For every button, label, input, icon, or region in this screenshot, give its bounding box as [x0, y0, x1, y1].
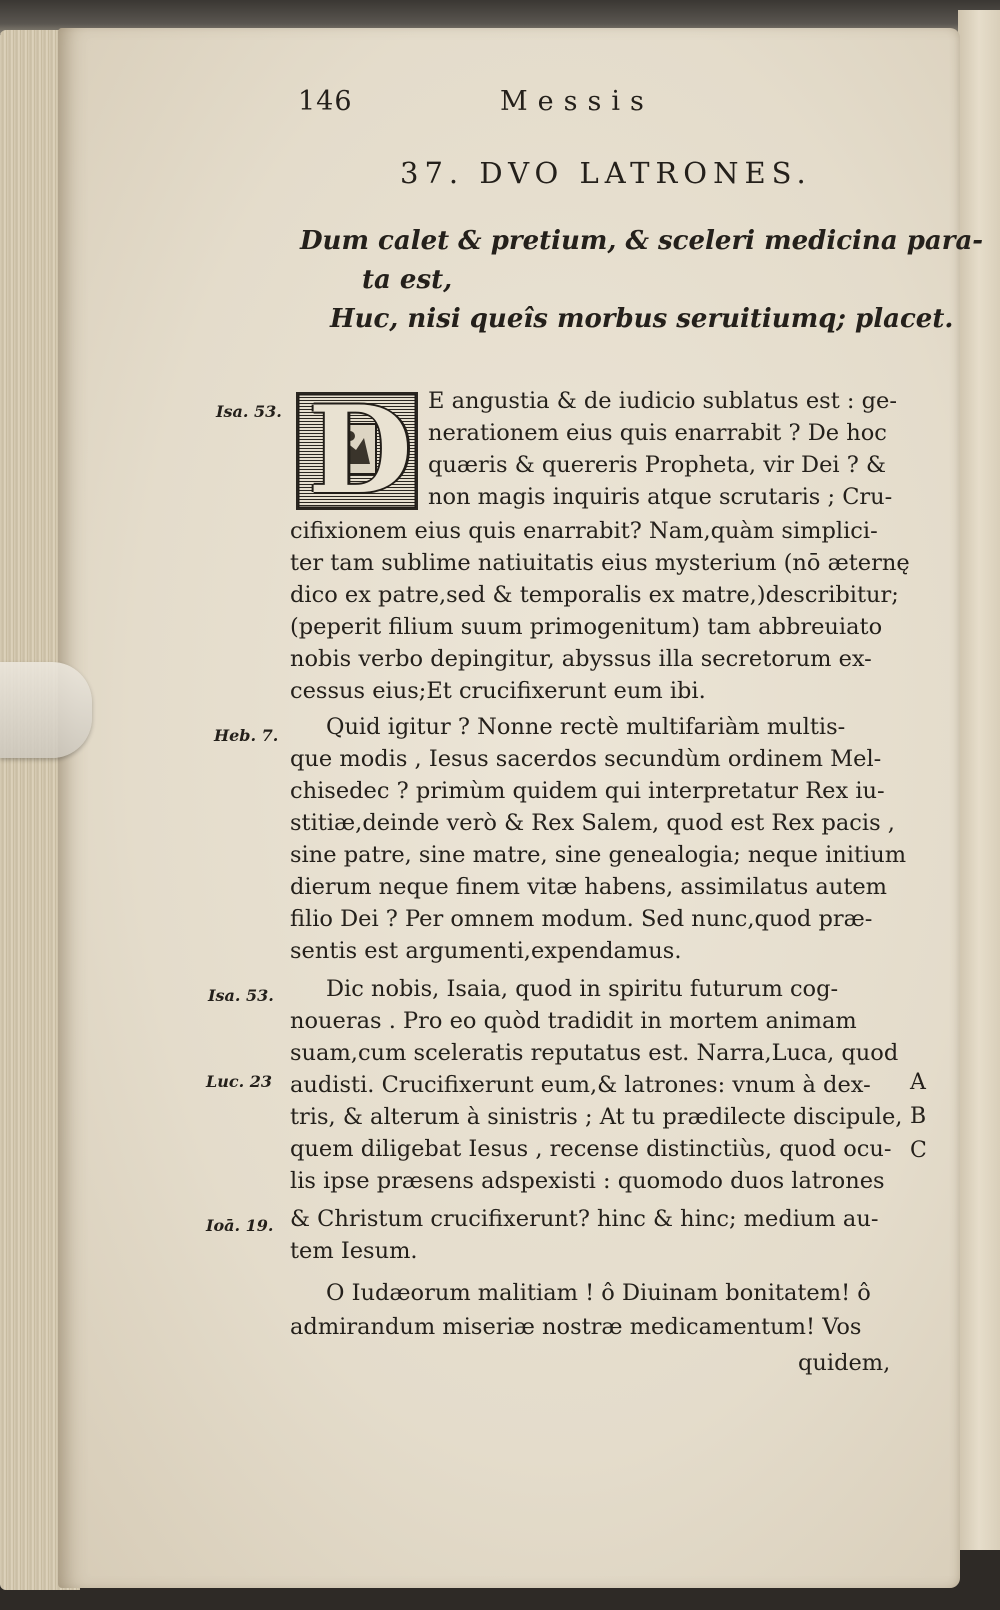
margin-ref-isa-53: Isa. 53.	[216, 402, 282, 421]
text-line: dierum neque finem vitæ habens, assimilatus autem	[290, 874, 888, 900]
text-line: nobis verbo depingitur, abyssus illa secretorum ex-	[290, 646, 872, 672]
text-line: (peperit filium suum primogenitum) tam abbreuiato	[290, 614, 883, 640]
text-line: suam,cum sceleratis reputatus est. Narra,Luca, quod	[290, 1040, 899, 1066]
text-line: cifixionem eius quis enarrabit? Nam,quàm simplici-	[290, 518, 878, 544]
text-line: sentis est argumenti,expendamus.	[290, 938, 682, 964]
text-line: tris, & alterum à sinistris ; At tu prædilecte discipule,	[290, 1104, 903, 1130]
margin-letter-c: C	[910, 1138, 927, 1163]
text-line: stitiæ,deinde verò & Rex Salem, quod est Rex pacis ,	[290, 810, 895, 836]
text-line: audisti. Crucifixerunt eum,& latrones: vnum à dex-	[290, 1072, 871, 1098]
text-line: cessus eius;Et crucifixerunt eum ibi.	[290, 678, 706, 704]
margin-ref-ioa-19: Ioā. 19.	[206, 1216, 274, 1235]
page-number: 146	[298, 86, 353, 117]
clear-bookmark-tab	[0, 662, 92, 758]
chapter-title: 37. DVO LATRONES.	[400, 156, 812, 190]
margin-letter-a: A	[910, 1070, 926, 1095]
text-line: Dic nobis, Isaia, quod in spiritu futurum cog-	[326, 976, 839, 1002]
text-line: E angustia & de iudicio sublatus est : ge-	[428, 388, 897, 414]
initial-letter: D	[308, 380, 413, 521]
text-line: quæris & quereris Propheta, vir Dei ? &	[428, 452, 886, 478]
margin-ref-luc-23: Luc. 23	[206, 1072, 273, 1091]
text-line: ter tam sublime natiuitatis eius mysterium (nō æternę	[290, 550, 910, 576]
text-line: quem diligebat Iesus , recense distinctiùs, quod ocu-	[290, 1136, 892, 1162]
text-line: non magis inquiris atque scrutaris ; Cru-	[428, 484, 893, 510]
epigram-line-3: Huc, nisi queîs morbus seruitiumq; placet.	[330, 304, 954, 334]
text-line: Quid igitur ? Nonne rectè multifariàm multis-	[326, 714, 846, 740]
text-line: nerationem eius quis enarrabit ? De hoc	[428, 420, 887, 446]
catchword: quidem,	[798, 1350, 891, 1376]
margin-ref-isa-53-b: Isa. 53.	[208, 986, 274, 1005]
text-line: admirandum miseriæ nostræ medicamentum! Vos	[290, 1314, 862, 1340]
margin-ref-heb-7: Heb. 7.	[214, 726, 279, 745]
text-line: que modis , Iesus sacerdos secundùm ordinem Mel-	[290, 746, 882, 772]
text-line: chisedec ? primùm quidem qui interpretatur Rex iu-	[290, 778, 885, 804]
text-line: O Iudæorum malitiam ! ô Diuinam bonitatem! ô	[326, 1280, 871, 1306]
text-line: & Christum crucifixerunt? hinc & hinc; medium au-	[290, 1206, 879, 1232]
running-title: Messis	[500, 86, 654, 117]
text-line: dico ex patre,sed & temporalis ex matre,)describitur;	[290, 582, 899, 608]
decorated-initial	[296, 380, 418, 521]
text-line: tem Iesum.	[290, 1238, 418, 1264]
text-line: sine patre, sine matre, sine genealogia; neque initium	[290, 842, 907, 868]
text-line: noueras . Pro eo quòd tradidit in mortem animam	[290, 1008, 857, 1034]
margin-letter-b: B	[910, 1104, 927, 1129]
epigram-line-1: Dum calet & pretium, & sceleri medicina para-	[300, 226, 984, 256]
text-line: filio Dei ? Per omnem modum. Sed nunc,quod præ-	[290, 906, 873, 932]
epigram-line-2: ta est,	[362, 265, 453, 295]
text-line: lis ipse præsens adspexisti : quomodo duos latrones	[290, 1168, 885, 1194]
